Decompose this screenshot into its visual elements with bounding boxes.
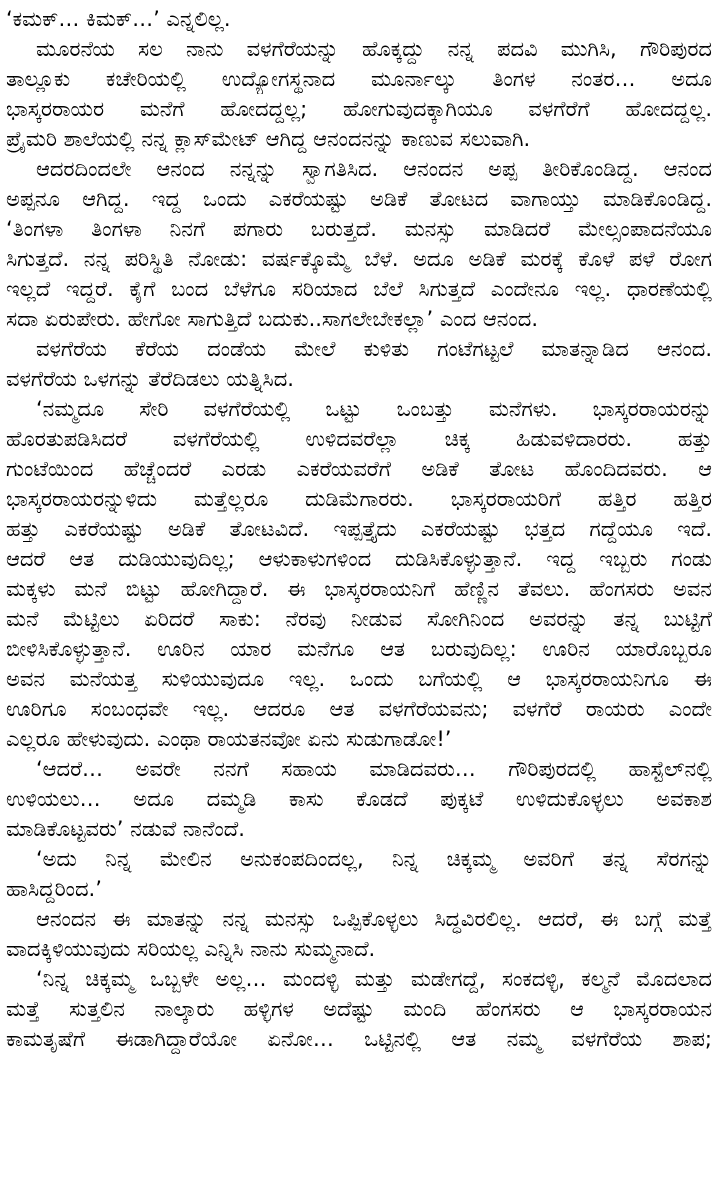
text-line: ಅವನ ಮನೆಯತ್ತ ಸುಳಿಯುವುದೂ ಇಲ್ಲ. ಒಂದು ಬಗೆಯಲ್ಲಿ ಆ ಭಾಸ್ಕರರಾಯನಿಗೂ ಈ <box>6 667 712 691</box>
text-line: ‘ಅದು ನಿನ್ನ ಮೇಲಿನ ಅನುಕಂಪದಿಂದಲ್ಲ, ನಿನ್ನ ಚಿಕ್ಕಮ್ಮ ಅವರಿಗೆ ತನ್ನ ಸೆರಗನ್ನು <box>36 847 712 871</box>
text-line: ಹೊರತುಪಡಿಸಿದರೆ ವಳಗೆರೆಯಲ್ಲಿ ಉಳಿದವರೆಲ್ಲಾ ಚಿಕ್ಕ ಹಿಡುವಳಿದಾರರು. ಹತ್ತು <box>6 427 712 451</box>
text-line: ಮಾಡಿಕೊಟ್ಟವರು’ ನಡುವೆ ನಾನೆಂದೆ. <box>6 817 245 841</box>
text-line: ಹಾಸಿದ್ದರಿಂದ.’ <box>6 877 102 901</box>
text-line: ಮಕ್ಕಳು ಮನೆ ಬಿಟ್ಟು ಹೋಗಿದ್ದಾರೆ. ಈ ಭಾಸ್ಕರರಾಯನಿಗೆ ಹೆಣ್ಣಿನ ತೆವಲು. ಹೆಂಗಸರು ಅವನ <box>6 577 712 601</box>
text-line: ಬೀಳಿಸಿಕೊಳ್ಳುತ್ತಾನೆ. ಊರಿನ ಯಾರ ಮನೆಗೂ ಆತ ಬರುವುದಿಲ್ಲ: ಊರಿನ ಯಾರೊಬ್ಬರೂ <box>6 637 712 661</box>
text-line: ಹತ್ತು ಎಕರೆಯಷ್ಟು ಅಡಿಕೆ ತೋಟವಿದೆ. ಇಪ್ಪತ್ತೈದು ಎಕರೆಯಷ್ಟು ಭತ್ತದ ಗದ್ದೆಯೂ ಇದೆ. <box>6 517 712 541</box>
text-line: ‘ಆದರೆ… ಅವರೇ ನನಗೆ ಸಹಾಯ ಮಾಡಿದವರು… ಗೌರಿಪುರದಲ್ಲಿ ಹಾಸ್ಟೆಲ್‌ನಲ್ಲಿ <box>36 757 712 781</box>
text-line: ‘ತಿಂಗಳಾ ತಿಂಗಳಾ ನಿನಗೆ ಪಗಾರು ಬರುತ್ತದೆ. ಮನಸ್ಸು ಮಾಡಿದರೆ ಮೇಲ್ಸಂಪಾದನೆಯೂ <box>6 217 712 241</box>
text-line: ಸಿಗುತ್ತದೆ. ನನ್ನ ಪರಿಸ್ಥಿತಿ ನೋಡು: ವರ್ಷಕ್ಕೊಮ್ಮೆ ಬೆಳೆ. ಅದೂ ಅಡಿಕೆ ಮರಕ್ಕೆ ಕೊಳೆ ಪಳೆ ರೋಗ <box>6 247 712 271</box>
text-line: ವಾದಕ್ಕಿಳಿಯುವುದು ಸರಿಯಲ್ಲ ಎನ್ನಿಸಿ ನಾನು ಸುಮ್ಮನಾದೆ. <box>6 937 376 961</box>
text-line: ಭಾಸ್ಕರರಾಯರನ್ನುಳಿದು ಮತ್ತೆಲ್ಲರೂ ದುಡಿಮೆಗಾರರು. ಭಾಸ್ಕರರಾಯರಿಗೆ ಹತ್ತಿರ ಹತ್ತಿರ <box>6 487 712 511</box>
text-line: ಪ್ರೈಮರಿ ಶಾಲೆಯಲ್ಲಿ ನನ್ನ ಕ್ಲಾಸ್‌ಮೇಟ್ ಆಗಿದ್ದ ಆನಂದನನ್ನು ಕಾಣುವ ಸಲುವಾಗಿ. <box>6 127 531 151</box>
text-line: ಕಾಮತೃಷೆಗೆ ಈಡಾಗಿದ್ದಾರೆಯೋ ಏನೋ… ಒಟ್ಟಿನಲ್ಲಿ ಆತ ನಮ್ಮ ವಳಗೆರೆಯ ಶಾಪ; <box>6 1027 712 1051</box>
text-line: ‘ನಮ್ಮದೂ ಸೇರಿ ವಳಗೆರೆಯಲ್ಲಿ ಒಟ್ಟು ಒಂಬತ್ತು ಮನೆಗಳು. ಭಾಸ್ಕರರಾಯರನ್ನು <box>36 397 712 421</box>
text-line: ಇಲ್ಲದೆ ಇದ್ದರೆ. ಕೈಗೆ ಬಂದ ಬೆಳೆಗೂ ಸರಿಯಾದ ಬೆಲೆ ಸಿಗುತ್ತದೆ ಎಂದೇನೂ ಇಲ್ಲ. ಧಾರಣೆಯಲ್ಲಿ <box>6 277 712 301</box>
text-line: ಆದರದಿಂದಲೇ ಆನಂದ ನನ್ನನ್ನು ಸ್ವಾಗತಿಸಿದ. ಆನಂದನ ಅಪ್ಪ ತೀರಿಕೊಂಡಿದ್ದ. ಆನಂದ <box>36 157 712 181</box>
text-line: ಮೂರನೆಯ ಸಲ ನಾನು ವಳಗೆರೆಯನ್ನು ಹೊಕ್ಕದ್ದು ನನ್ನ ಪದವಿ ಮುಗಿಸಿ, ಗೌರಿಪುರದ <box>36 37 712 61</box>
text-line: ‘ಕಮಕ್… ಕಿಮಕ್…’ ಎನ್ನಲಿಲ್ಲ. <box>6 7 231 31</box>
text-line: ವಳಗೆರೆಯ ಒಳಗನ್ನು ತೆರೆದಿಡಲು ಯತ್ನಿಸಿದ. <box>6 367 294 391</box>
text-line: ತಾಲ್ಲೂಕು ಕಚೇರಿಯಲ್ಲಿ ಉದ್ಯೋಗಸ್ಥನಾದ ಮೂರ್ನಾಲ್ಕು ತಿಂಗಳ ನಂತರ… ಅದೂ <box>6 67 712 91</box>
text-line: ‘ನಿನ್ನ ಚಿಕ್ಕಮ್ಮ ಒಬ್ಬಳೇ ಅಲ್ಲ… ಮಂದಳ್ಳಿ ಮತ್ತು ಮಡೇಗದ್ದೆ, ಸಂಕದಳ್ಳಿ, ಕಲ್ಮನೆ ಮೊದಲಾದ <box>36 967 712 991</box>
text-line: ಊರಿಗೂ ಸಂಬಂಧವೇ ಇಲ್ಲ. ಆದರೂ ಆತ ವಳಗೆರೆಯವನು; ವಳಗೆರೆ ರಾಯರು ಎಂದೇ <box>6 697 712 721</box>
text-line: ಎಲ್ಲರೂ ಹೇಳುವುದು. ಎಂಥಾ ರಾಯತನವೋ ಏನು ಸುಡುಗಾಡೋ!’ <box>6 727 452 751</box>
text-line: ಅಪ್ಪನೂ ಆಗಿದ್ದ. ಇದ್ದ ಒಂದು ಎಕರೆಯಷ್ಟು ಅಡಿಕೆ ತೋಟದ ವಾಗಾಯ್ತು ಮಾಡಿಕೊಂಡಿದ್ದ. <box>6 187 712 211</box>
text-line: ಗುಂಟೆಯಿಂದ ಹೆಚ್ಚೆಂದರೆ ಎರಡು ಎಕರೆಯವರೆಗೆ ಅಡಿಕೆ ತೋಟ ಹೊಂದಿದವರು. ಆ <box>6 457 712 481</box>
text-line: ಆನಂದನ ಈ ಮಾತನ್ನು ನನ್ನ ಮನಸ್ಸು ಒಪ್ಪಿಕೊಳ್ಳಲು ಸಿದ್ಧವಿರಲಿಲ್ಲ. ಆದರೆ, ಈ ಬಗ್ಗೆ ಮತ್ತೆ <box>36 907 712 931</box>
text-line: ಮನೆ ಮೆಟ್ಟಿಲು ಏರಿದರೆ ಸಾಕು: ನೆರವು ನೀಡುವ ಸೋಗಿನಿಂದ ಅವರನ್ನು ತನ್ನ ಬುಟ್ಟಿಗೆ <box>6 607 712 631</box>
text-line: ಭಾಸ್ಕರರಾಯರ ಮನೆಗೆ ಹೋದದ್ದಲ್ಲ; ಹೋಗುವುದಕ್ಕಾಗಿಯೂ ವಳಗೆರೆಗೆ ಹೋದದ್ದಲ್ಲ. <box>6 97 712 121</box>
text-line: ವಳಗೆರೆಯ ಕೆರೆಯ ದಂಡೆಯ ಮೇಲೆ ಕುಳಿತು ಗಂಟೆಗಟ್ಟಲೆ ಮಾತನ್ನಾಡಿದ ಆನಂದ. <box>36 337 712 361</box>
text-line: ಸದಾ ಏರುಪೇರು. ಹೇಗೋ ಸಾಗುತ್ತಿದೆ ಬದುಕು..ಸಾಗಲೇಬೇಕಲ್ಲಾ’ ಎಂದ ಆನಂದ. <box>6 307 539 331</box>
text-line: ಮತ್ತೆ ಸುತ್ತಲಿನ ನಾಲ್ಕಾರು ಹಳ್ಳಿಗಳ ಅದೆಷ್ಟು ಮಂದಿ ಹೆಂಗಸರು ಆ ಭಾಸ್ಕರರಾಯನ <box>6 997 712 1021</box>
text-line: ಉಳಿಯಲು… ಅದೂ ದಮ್ಮಡಿ ಕಾಸು ಕೊಡದೆ ಪುಕ್ಕಟೆ ಉಳಿದುಕೊಳ್ಳಲು ಅವಕಾಶ <box>6 787 712 811</box>
text-line: ಆದರೆ ಆತ ದುಡಿಯುವುದಿಲ್ಲ; ಆಳುಕಾಳುಗಳಿಂದ ದುಡಿಸಿಕೊಳ್ಳುತ್ತಾನೆ. ಇದ್ದ ಇಬ್ಬರು ಗಂಡು <box>6 547 712 571</box>
